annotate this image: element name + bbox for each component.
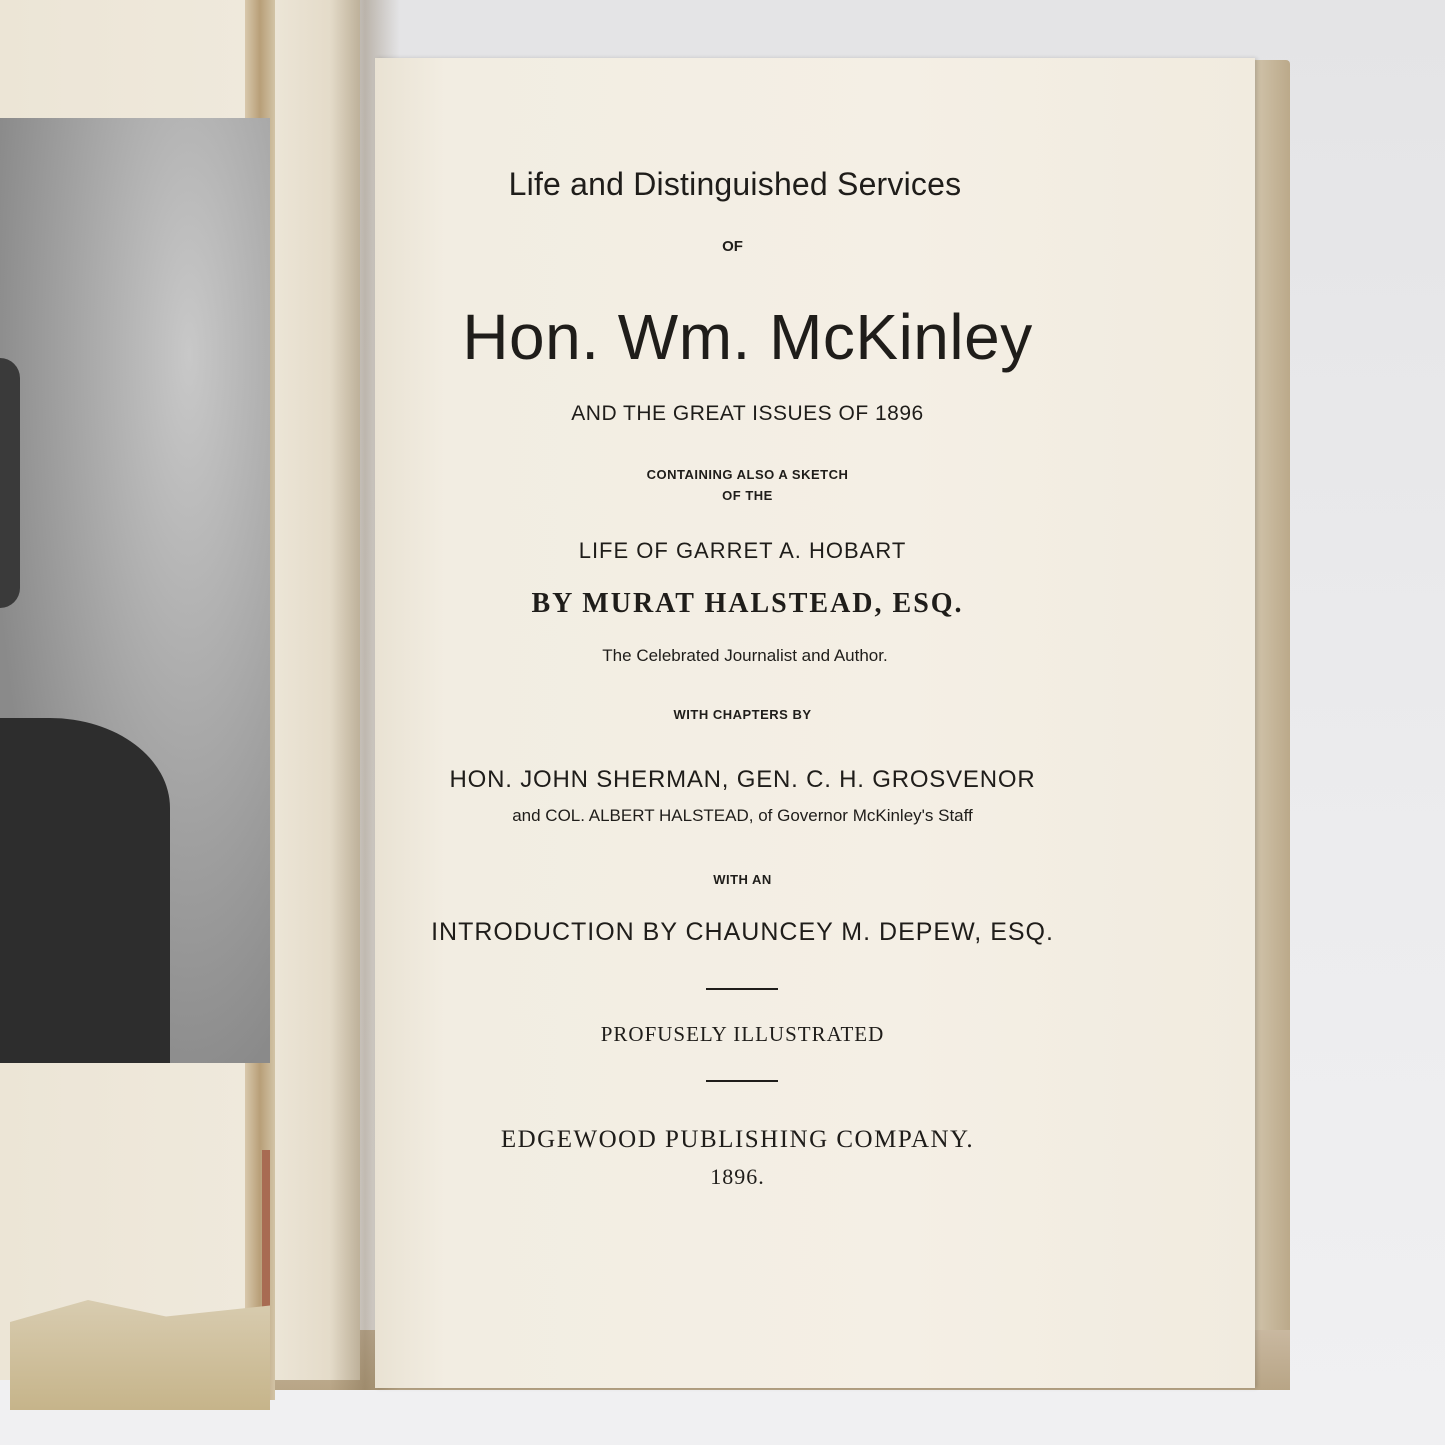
publication-year: 1896. <box>710 1164 765 1189</box>
title-line-1: Life and Distinguished Services <box>508 166 962 202</box>
author-description: The Celebrated Journalist and Author. <box>602 646 888 665</box>
author-line: BY MURAT HALSTEAD, ESQ. <box>531 588 964 619</box>
containing-line: CONTAINING ALSO A SKETCH <box>646 467 849 482</box>
publisher-line: EDGEWOOD PUBLISHING COMPANY. <box>500 1126 975 1153</box>
subtitle-issues: AND THE GREAT ISSUES OF 1896 <box>571 402 924 425</box>
of-the-line: OF THE <box>722 488 773 503</box>
illustrated-line: PROFUSELY ILLUSTRATED <box>600 1022 885 1046</box>
contributors-line: HON. JOHN SHERMAN, GEN. C. H. GROSVENOR <box>449 766 1036 793</box>
chapters-by-line: WITH CHAPTERS BY <box>673 707 812 722</box>
divider-rule <box>706 988 778 990</box>
hobart-line: LIFE OF GARRET A. HOBART <box>578 538 907 563</box>
contributors-line-2: and COL. ALBERT HALSTEAD, of Governor McKinley's Staff <box>512 806 973 825</box>
with-an-line: WITH AN <box>713 872 772 887</box>
introduction-line: INTRODUCTION BY CHAUNCEY M. DEPEW, ESQ. <box>431 918 1054 946</box>
main-title: Hon. Wm. McKinley <box>462 301 1033 373</box>
torn-endpaper <box>10 1300 270 1410</box>
title-line-of: OF <box>722 238 743 255</box>
portrait-head <box>0 358 20 608</box>
divider-rule <box>706 1080 778 1082</box>
